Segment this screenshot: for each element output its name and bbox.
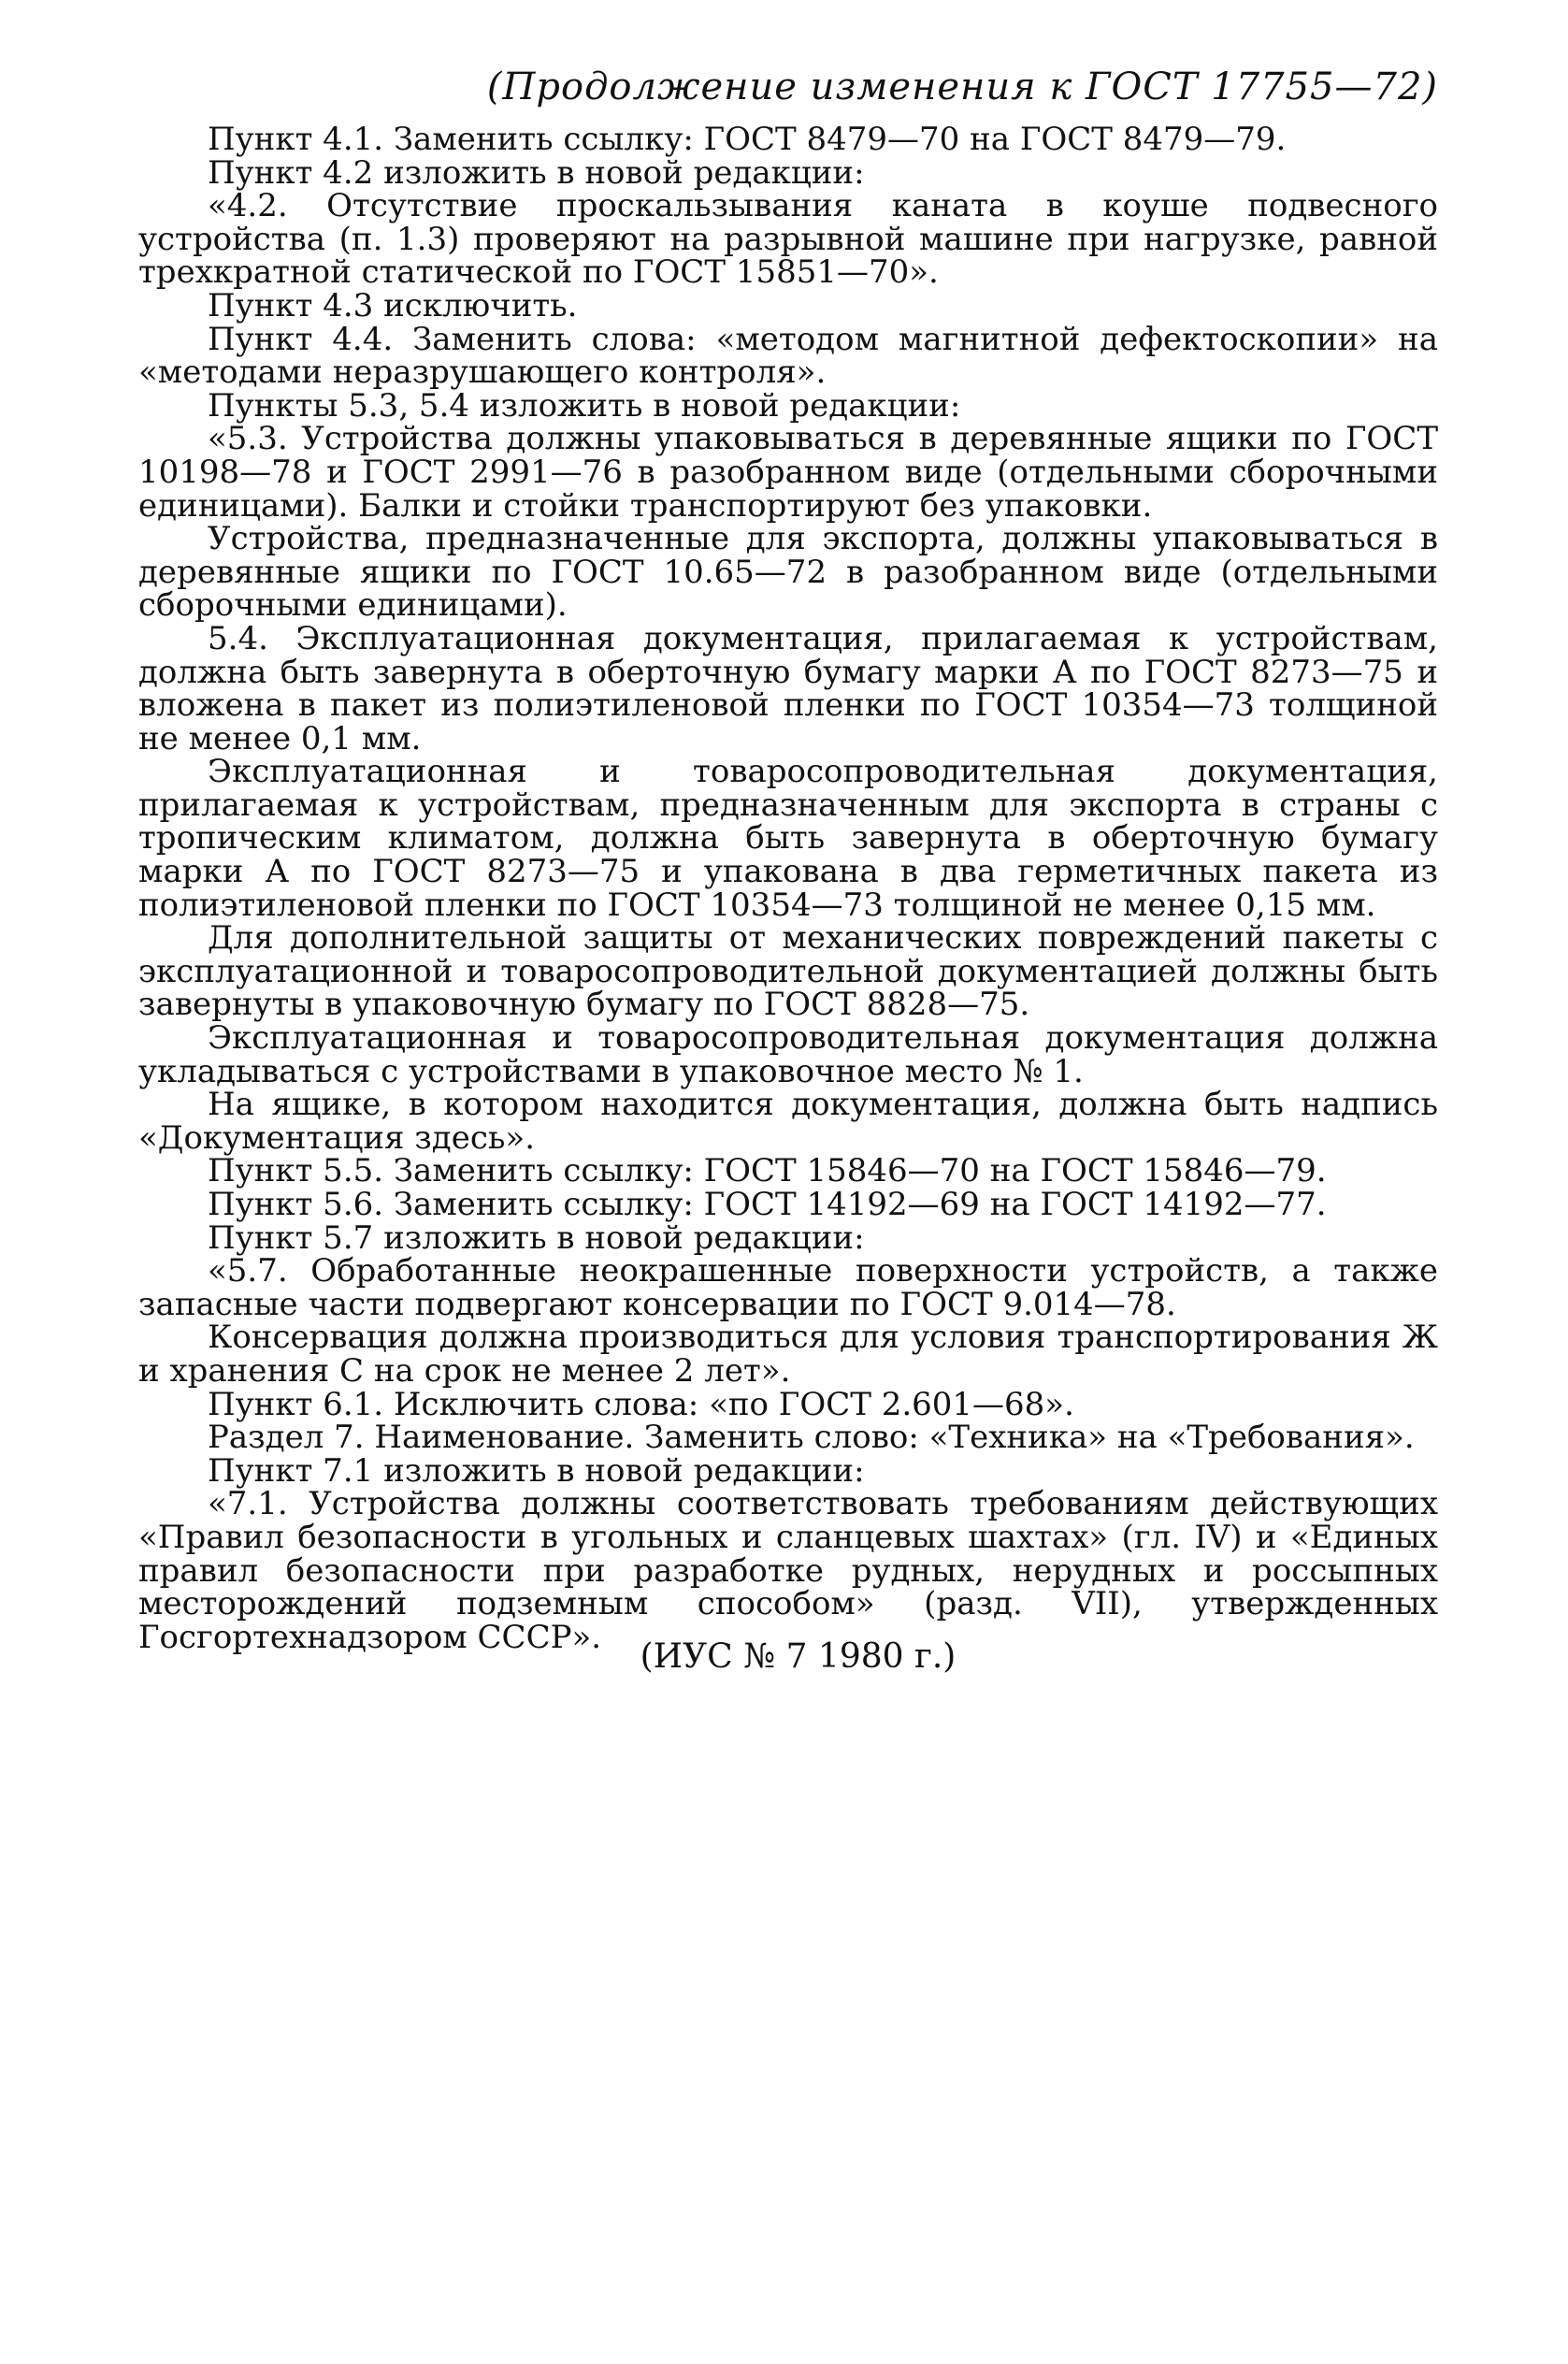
paragraph: Эксплуатационная и товаросопроводительная документация, прилагаемая к устройствам, предназначенным для экспорта в страны с тропическим климатом, должна быть завернута в оберточную бумагу марки А по ГОСТ 8273—75 и упакована в два герметичных пакета из полиэтиленовой пленки по ГОСТ 10354—73 толщиной не менее 0,15 мм. xyxy=(138,753,1438,924)
paragraph: Пункт 5.5. Заменить ссылку: ГОСТ 15846—70 на ГОСТ 15846—79. xyxy=(208,1152,1327,1190)
paragraph: Пункт 4.2 изложить в новой редакции: xyxy=(208,153,865,192)
paragraph: Эксплуатационная и товаросопроводительная документация должна укладываться с устройствами в упаковочное место № 1. xyxy=(138,1019,1438,1090)
paragraph: Пункт 6.1. Исключить слова: «по ГОСТ 2.601—68». xyxy=(208,1385,1074,1423)
paragraph: Пункт 4.4. Заменить слова: «методом магнитной дефектоскопии» на «методами неразрушающего контроля». xyxy=(138,320,1438,392)
amendment-text xyxy=(138,123,1438,1654)
continuation-header: (Продолжение изменения к ГОСТ 17755—72) xyxy=(486,65,1438,108)
ius-reference: (ИУС № 7 1980 г.) xyxy=(640,1637,957,1676)
paragraph: «5.7. Обработанные неокрашенные поверхности устройств, а также запасные части подвергают консервации по ГОСТ 9.014—78. xyxy=(138,1252,1438,1323)
paragraph: Консервация должна производиться для условия транспортирования Ж и хранения С на срок не менее 2 лет». xyxy=(138,1319,1438,1390)
paragraph: «4.2. Отсутствие проскальзывания каната в коуше подвесного устройства (п. 1.3) проверяют на разрывной машине при нагрузке, равной трехкратной статической по ГОСТ 15851—70». xyxy=(138,187,1438,292)
paragraph: Пункт 5.6. Заменить ссылку: ГОСТ 14192—69 на ГОСТ 14192—77. xyxy=(208,1186,1327,1223)
paragraph: Пункт 4.1. Заменить ссылку: ГОСТ 8479—70 на ГОСТ 8479—79. xyxy=(208,121,1287,158)
paragraph: Пункты 5.3, 5.4 изложить в новой редакции: xyxy=(208,386,961,425)
paragraph: Устройства, предназначенные для экспорта, должны упаковываться в деревянные ящики по ГОСТ 10.65—72 в разобранном виде (отдельными сборочными единицами). xyxy=(138,520,1438,625)
paragraph: Пункт 7.1 изложить в новой редакции: xyxy=(208,1451,865,1490)
paragraph: Пункт 4.3 исключить. xyxy=(208,286,578,324)
paragraph: 5.4. Эксплуатационная документация, прилагаемая к устройствам, должна быть завернута в оберточную бумагу марки А по ГОСТ 8273—75 и вложена в пакет из полиэтиленовой пленки по ГОСТ 10354—73 толщиной не менее 0,1 мм. xyxy=(138,619,1438,757)
paragraph: «5.3. Устройства должны упаковываться в деревянные ящики по ГОСТ 10198—78 и ГОСТ 2991—76 в разобранном виде (отдельными сборочными единицами). Балки и стойки транспортируют без упаковки. xyxy=(138,420,1438,525)
paragraph: Раздел 7. Наименование. Заменить слово: «Техника» на «Требования». xyxy=(208,1419,1415,1457)
paragraph: «7.1. Устройства должны соответствовать требованиям действующих «Правил безопасности в угольных и сланцевых шахтах» (гл. IV) и «Единых правил безопасности при разработке рудных, нерудных и россыпных месторождений подземным способом» (разд. VII), утвержденных Госгортехнадзором СССР». xyxy=(138,1485,1438,1656)
paragraph: Для дополнительной защиты от механических повреждений пакеты с эксплуатационной и товаросопроводительной документацией должны быть завернуты в упаковочную бумагу по ГОСТ 8828—75. xyxy=(138,919,1438,1024)
paragraph: Пункт 5.7 изложить в новой редакции: xyxy=(208,1218,865,1257)
paragraph: На ящике, в котором находится документация, должна быть надпись «Документация здесь». xyxy=(138,1086,1438,1157)
